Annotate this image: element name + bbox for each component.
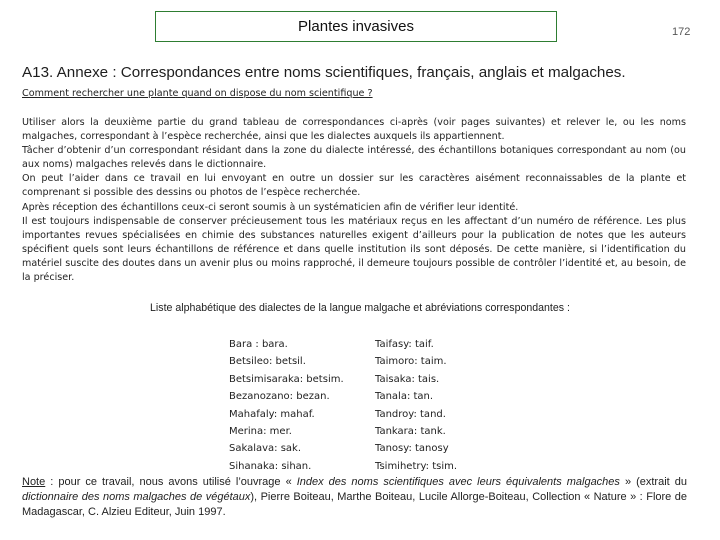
- paragraph: Utiliser alors la deuxième partie du grand tableau de correspondances ci-après (voir pages suivantes) et relever le, ou les noms malgaches, correspondant à l’espèce recherchée, ainsi que les dialectes auxquels ils appartiennent.: [22, 117, 686, 143]
- body-text: [22, 116, 686, 285]
- list-item: Sakalava: sak.: [229, 443, 302, 455]
- list-item: Sihanaka: sihan.: [229, 460, 312, 472]
- list-item: Tandroy: tand.: [375, 408, 446, 420]
- annex-title: A13. Annexe : Correspondances entre noms scientifiques, français, anglais et malgaches.: [22, 64, 626, 81]
- list-item: Betsimisaraka: betsim.: [229, 373, 344, 385]
- list-item: Bezanozano: bezan.: [229, 391, 330, 403]
- paragraph: On peut l’aider dans ce travail en lui envoyant en outre un dossier sur les caractères aisément reconnaissables de la plante et comprenant si possible des dessins ou photos de l’espèce recherchée.: [22, 173, 686, 199]
- paragraph: Tâcher d’obtenir d’un correspondant résidant dans la zone du dialecte intéressé, des échantillons botaniques correspondant au nom (ou aux noms) malgaches relevés dans le dictionnaire.: [22, 145, 686, 171]
- list-item: Bara : bara.: [229, 339, 288, 350]
- list-item: Tanosy: tanosy: [375, 443, 449, 455]
- note-text: » (extrait du: [619, 476, 687, 488]
- page-number: 172: [672, 26, 691, 38]
- note-italic-title: Index des noms scientifiques avec leurs équivalents malgaches: [296, 476, 620, 488]
- note-text: : pour ce travail, nous avons utilisé l’ouvrage «: [45, 476, 297, 488]
- list-item: Merina: mer.: [229, 426, 292, 438]
- list-item: Tankara: tank.: [375, 426, 446, 438]
- header-title: Plantes invasives: [298, 18, 414, 35]
- header-title-box: [155, 11, 557, 42]
- source-note: [22, 475, 687, 521]
- dialect-list-right: [375, 336, 525, 475]
- note-label: Note: [22, 476, 46, 488]
- section-subtitle: Comment rechercher une plante quand on dispose du nom scientifique ?: [22, 88, 373, 99]
- list-item: Taimoro: taim.: [375, 356, 447, 368]
- note-text: ), Pierre Boiteau, Marthe Boiteau, Lucile Allorge-Boiteau, Collection « Nature » : Flore de Madagascar, C. Alzieu Editeur, Juin 1997.: [22, 491, 688, 519]
- list-item: Taisaka: tais.: [375, 373, 440, 385]
- note-italic-title: dictionnaire des noms malgaches de végétaux: [22, 491, 251, 504]
- list-item: Tsimihetry: tsim.: [375, 460, 458, 472]
- paragraph: Après réception des échantillons ceux-ci seront soumis à un systématicien afin de vérifier leur identité.: [22, 201, 519, 213]
- paragraph: Il est toujours indispensable de conserver précieusement tous les matériaux reçus en les affectant d’un numéro de référence. Les plus importantes revues spécialisées en chimie des substances naturelles exigent d’ailleurs pour la publication de notes que les auteurs spécifient quels sont leurs échantillons de référence et dans quelle institution ils sont déposés. De cette manière, si l’identification du matériel suscite des doutes dans un avenir plus ou moins rapproché, il demeure toujours possible de contrôler l’identité et, au besoin, de la préciser.: [22, 215, 686, 284]
- list-item: Tanala: tan.: [375, 391, 434, 403]
- list-item: Mahafaly: mahaf.: [229, 408, 315, 420]
- dialect-list-heading: Liste alphabétique des dialectes de la langue malgache et abréviations correspondantes :: [150, 302, 570, 314]
- dialect-list-left: [229, 336, 379, 475]
- list-item: Betsileo: betsil.: [229, 356, 306, 368]
- list-item: Taifasy: taif.: [375, 339, 434, 350]
